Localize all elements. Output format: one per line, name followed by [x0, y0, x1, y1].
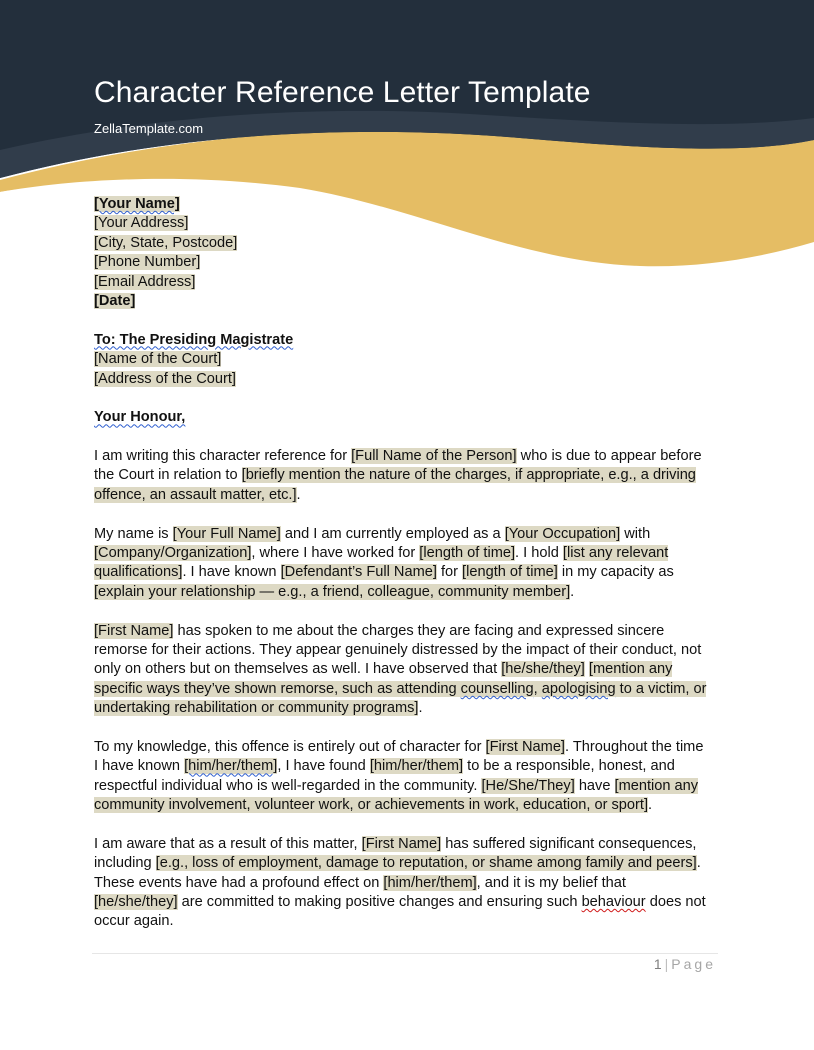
- spacer: [94, 428, 719, 447]
- body-paragraph: [94, 835, 719, 951]
- placeholder-text: [e.g., loss of employment, damage to reputation, or shame among family and peers]: [155, 855, 697, 872]
- paragraph-line: [94, 660, 719, 679]
- page-label: Page: [671, 956, 716, 972]
- placeholder-text: [length of time]: [462, 564, 558, 581]
- placeholder-text: [he/she/they]: [501, 661, 585, 678]
- placeholder-text: [he/she/they]: [94, 894, 178, 911]
- salutation: Your Honour,: [94, 409, 186, 426]
- letter-text: to be a responsible, honest, and: [463, 758, 675, 775]
- paragraph-line: [94, 874, 719, 893]
- spacer: [94, 602, 719, 621]
- paragraph-line: [94, 777, 719, 796]
- paragraph-line: [94, 563, 719, 582]
- court-name-line: [94, 350, 719, 369]
- recipient-to: To: The Presiding Magistrate: [94, 331, 294, 348]
- letter-text: I have known: [94, 758, 185, 775]
- letter-text: occur again.: [94, 913, 174, 930]
- letter-text: .: [418, 700, 423, 717]
- paragraph-line: [94, 680, 719, 699]
- paragraph-line: [94, 486, 719, 505]
- sender-city-state-postcode: [City, State, Postcode]: [94, 234, 238, 251]
- recipient-line: [94, 331, 719, 350]
- letter-text: are committed to making positive changes and ensuring such: [177, 894, 582, 911]
- letter-text: . I hold: [515, 545, 563, 562]
- placeholder-text: [First Name]: [485, 738, 565, 755]
- site-name: ZellaTemplate.com: [94, 121, 204, 136]
- placeholder-text: [Full Name of the Person]: [351, 448, 517, 465]
- sender-email-line: [94, 273, 719, 292]
- placeholder-text: [briefly mention the nature of the charges, if appropriate, e.g., a driving: [241, 467, 696, 484]
- letter-text: . I have known: [182, 564, 281, 581]
- letter-text: with: [620, 525, 651, 542]
- placeholder-text: [Defendant’s Full Name]: [280, 564, 437, 581]
- placeholder-text: ,: [533, 680, 542, 697]
- paragraph-line: [94, 854, 719, 873]
- letter-text: in my capacity as: [557, 564, 674, 581]
- placeholder-text: offence, an assault matter, etc.]: [94, 486, 297, 503]
- letter-text: only on others but on themselves as well. I have observed that: [94, 661, 502, 678]
- spacer: [94, 932, 719, 951]
- placeholder-text: [length of time]: [419, 545, 516, 562]
- footer-divider: [92, 953, 718, 954]
- letter-date: [Date]: [94, 292, 136, 309]
- paragraph-line: [94, 447, 719, 466]
- page-footer: [654, 956, 716, 972]
- letter-text: has spoken to me about the charges they are facing and expressed sincere: [173, 622, 665, 639]
- sender-address: [Your Address]: [94, 215, 189, 232]
- letter-text: including: [94, 855, 156, 872]
- court-name: [Name of the Court]: [94, 351, 222, 368]
- page-separator: |: [664, 956, 669, 972]
- body-paragraph: [94, 525, 719, 622]
- letter-text: has suffered significant consequences,: [441, 835, 697, 852]
- letter-text: does not: [645, 894, 706, 911]
- paragraph-line: [94, 738, 719, 757]
- sender-address-line: [94, 214, 719, 233]
- letter-text: .: [570, 583, 575, 600]
- paragraph-line: [94, 893, 719, 912]
- paragraph-line: [94, 622, 719, 641]
- sender-phone: [Phone Number]: [94, 254, 201, 271]
- paragraph-line: [94, 912, 719, 931]
- body-paragraph: [94, 622, 719, 738]
- letter-text: respectful individual who is well-regarded in the community.: [94, 777, 482, 794]
- paragraph-line: [94, 583, 719, 602]
- placeholder-text: community involvement, volunteer work, or achievements in work, education, or sport]: [94, 797, 648, 814]
- letter-text: have: [574, 777, 615, 794]
- letter-text: .: [296, 486, 301, 503]
- placeholder-text: [mention any: [614, 777, 699, 794]
- paragraph-line: [94, 466, 719, 485]
- letter-text: and I am currently employed as a: [280, 525, 505, 542]
- body-paragraph: [94, 738, 719, 835]
- placeholder-text: [him/her/them]: [184, 758, 278, 775]
- body-paragraphs: [94, 447, 719, 951]
- placeholder-text: [list any relevant: [562, 545, 669, 562]
- spacer: [94, 311, 719, 330]
- placeholder-text: [explain your relationship — e.g., a friend, colleague, community member]: [94, 583, 571, 600]
- placeholder-text: [First Name]: [361, 835, 442, 852]
- placeholder-text: specific ways they’ve shown remorse, such as attending: [94, 680, 461, 697]
- body-paragraph: [94, 447, 719, 525]
- placeholder-text: qualifications]: [94, 564, 183, 581]
- sender-name: [Your Name]: [94, 196, 180, 212]
- placeholder-text: [He/She/They]: [481, 777, 575, 794]
- document-title: Character Reference Letter Template: [94, 76, 591, 109]
- placeholder-text: counselling: [460, 680, 534, 697]
- placeholder-text: [him/her/them]: [383, 874, 477, 891]
- sender-city-line: [94, 234, 719, 253]
- paragraph-line: [94, 525, 719, 544]
- letter-text: who is due to appear before: [516, 448, 702, 465]
- letter-text: . Throughout the time: [565, 738, 704, 755]
- letter-text: .: [696, 855, 701, 872]
- paragraph-line: [94, 835, 719, 854]
- sender-name-line: [94, 195, 719, 214]
- letter-text: To my knowledge, this offence is entirely out of character for: [94, 738, 486, 755]
- letter-text: for: [436, 564, 463, 581]
- letter-text: remorse for their actions. They appear genuinely distressed by the impact of their conduct, not: [94, 641, 702, 658]
- letter-text: , and it is my belief that: [476, 874, 626, 891]
- letter-text: .: [648, 797, 653, 814]
- letter-text: My name is: [94, 525, 173, 542]
- sender-email: [Email Address]: [94, 273, 196, 290]
- letter-text: the Court in relation to: [94, 467, 242, 484]
- paragraph-line: [94, 641, 719, 660]
- spacer: [94, 816, 719, 835]
- salutation-line: [94, 408, 719, 427]
- date-line: [94, 292, 719, 311]
- paragraph-line: [94, 757, 719, 776]
- placeholder-text: apologising: [541, 680, 616, 697]
- sender-phone-line: [94, 253, 719, 272]
- spacer: [94, 719, 719, 738]
- spacer: [94, 505, 719, 524]
- placeholder-text: [him/her/them]: [369, 758, 464, 775]
- placeholder-text: [Company/Organization]: [94, 545, 252, 562]
- placeholder-text: undertaking rehabilitation or community programs]: [94, 700, 419, 717]
- paragraph-line: [94, 699, 719, 718]
- placeholder-text: [Your Occupation]: [504, 525, 621, 542]
- letter-text: I am aware that as a result of this matter,: [94, 835, 362, 852]
- letter-text: These events have had a profound effect on: [94, 874, 384, 891]
- placeholder-text: [mention any: [588, 661, 673, 678]
- placeholder-text: to a victim, or: [615, 680, 707, 697]
- letter-text: , I have found: [277, 758, 370, 775]
- placeholder-text: [First Name]: [94, 622, 174, 639]
- placeholder-text: [Your Full Name]: [172, 525, 281, 542]
- letter-body: [94, 195, 719, 951]
- letter-text: behaviour: [581, 894, 646, 911]
- court-address: [Address of the Court]: [94, 370, 236, 387]
- spacer: [94, 389, 719, 408]
- page-number: 1: [653, 956, 662, 972]
- letter-text: , where I have worked for: [251, 545, 420, 562]
- court-address-line: [94, 370, 719, 389]
- paragraph-line: [94, 544, 719, 563]
- paragraph-line: [94, 796, 719, 815]
- letter-text: I am writing this character reference for: [94, 448, 352, 465]
